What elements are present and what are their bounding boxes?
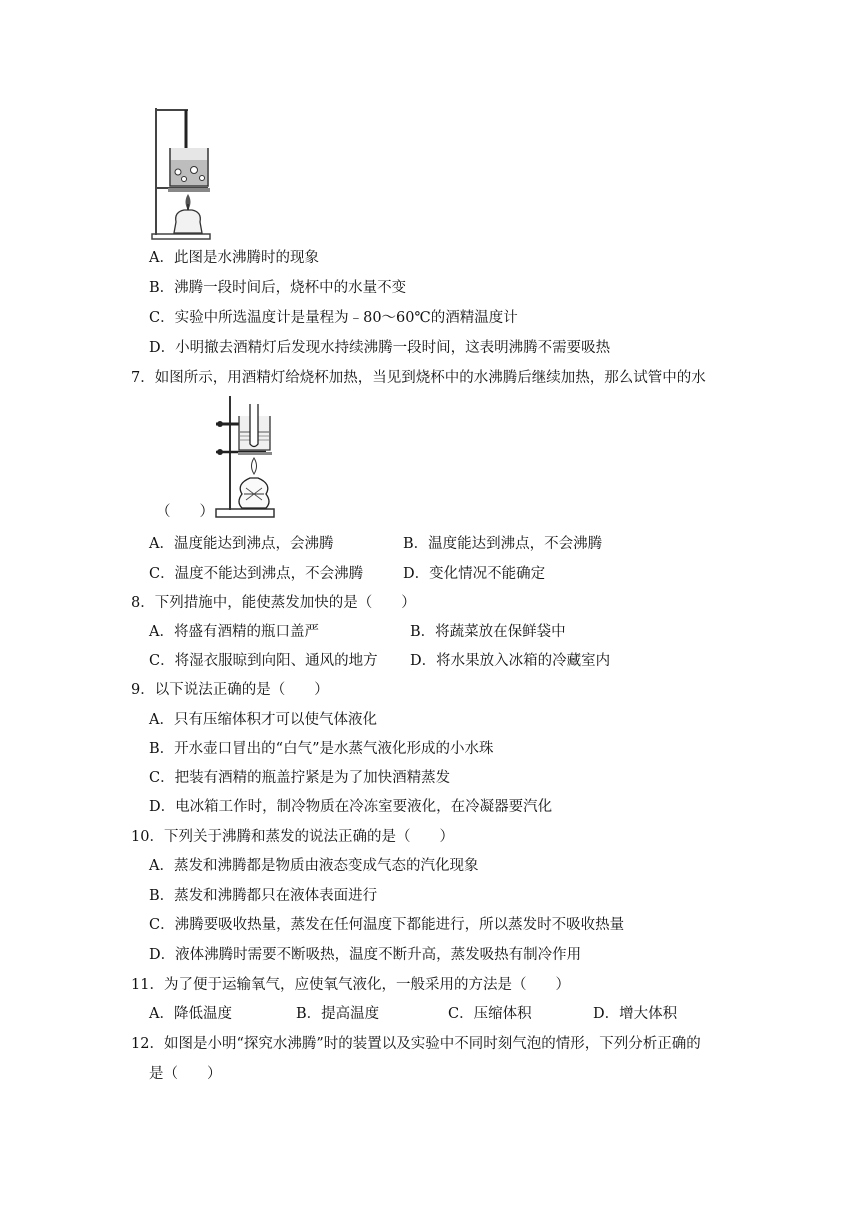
q6-option-c: C．实验中所选温度计是量程为﹣80～60℃的酒精温度计	[149, 310, 518, 326]
q9-option-b: B．开水壶口冒出的“白气”是水蒸气液化形成的小水珠	[149, 741, 494, 757]
q9-option-a: A．只有压缩体积才可以使气体液化	[149, 712, 377, 728]
q12-stem-line2: 是（ ）	[149, 1066, 222, 1082]
q7-option-a: A．温度能达到沸点，会沸腾	[149, 536, 334, 552]
q10-stem: 10．下列关于沸腾和蒸发的说法正确的是（ ）	[131, 829, 454, 845]
q7-apparatus-figure	[206, 394, 278, 520]
q6-option-a: A．此图是水沸腾时的现象	[149, 250, 319, 266]
q12-stem-line1: 12．如图是小明“探究水沸腾”时的装置以及实验中不同时刻气泡的情形，下列分析正确的	[131, 1036, 701, 1052]
q6-option-d: D．小明撤去酒精灯后发现水持续沸腾一段时间，这表明沸腾不需要吸热	[149, 340, 611, 356]
q7-option-c: C．温度不能达到沸点，不会沸腾	[149, 566, 364, 582]
q7-option-b: B．温度能达到沸点，不会沸腾	[403, 536, 603, 552]
q8-option-a: A．将盛有酒精的瓶口盖严	[149, 624, 319, 640]
q10-option-b: B．蒸发和沸腾都只在液体表面进行	[149, 888, 378, 904]
q7-stem: 7．如图所示，用酒精灯给烧杯加热，当见到烧杯中的水沸腾后继续加热，那么试管中的水	[131, 370, 706, 386]
q8-option-d: D．将水果放入冰箱的冷藏室内	[410, 653, 611, 669]
q11-option-a: A．降低温度	[149, 1006, 232, 1022]
q10-option-a: A．蒸发和沸腾都是物质由液态变成气态的汽化现象	[149, 858, 479, 874]
q9-option-d: D．电冰箱工作时，制冷物质在冷冻室要液化，在冷凝器要汽化	[149, 799, 553, 815]
q11-option-c: C．压缩体积	[448, 1006, 532, 1022]
q8-option-c: C．将湿衣服晾到向阳、通风的地方	[149, 653, 378, 669]
q6-option-b: B．沸腾一段时间后，烧杯中的水量不变	[149, 280, 407, 296]
q10-option-c: C．沸腾要吸收热量，蒸发在任何温度下都能进行，所以蒸发时不吸收热量	[149, 917, 625, 933]
q8-option-b: B．将蔬菜放在保鲜袋中	[410, 624, 566, 640]
q9-option-c: C．把装有酒精的瓶盖拧紧是为了加快酒精蒸发	[149, 770, 451, 786]
q11-stem: 11．为了便于运输氧气，应使氧气液化，一般采用的方法是（ ）	[131, 977, 570, 993]
q7-paren: （ ）	[156, 504, 214, 520]
q10-option-d: D．液体沸腾时需要不断吸热，温度不断升高，蒸发吸热有制冷作用	[149, 947, 582, 963]
q11-option-d: D．增大体积	[593, 1006, 678, 1022]
q9-stem: 9．以下说法正确的是（ ）	[131, 682, 329, 698]
q6-apparatus-figure	[150, 102, 214, 242]
q8-stem: 8．下列措施中，能使蒸发加快的是（ ）	[131, 595, 416, 611]
q7-option-d: D．变化情况不能确定	[403, 566, 546, 582]
q11-option-b: B．提高温度	[296, 1006, 380, 1022]
